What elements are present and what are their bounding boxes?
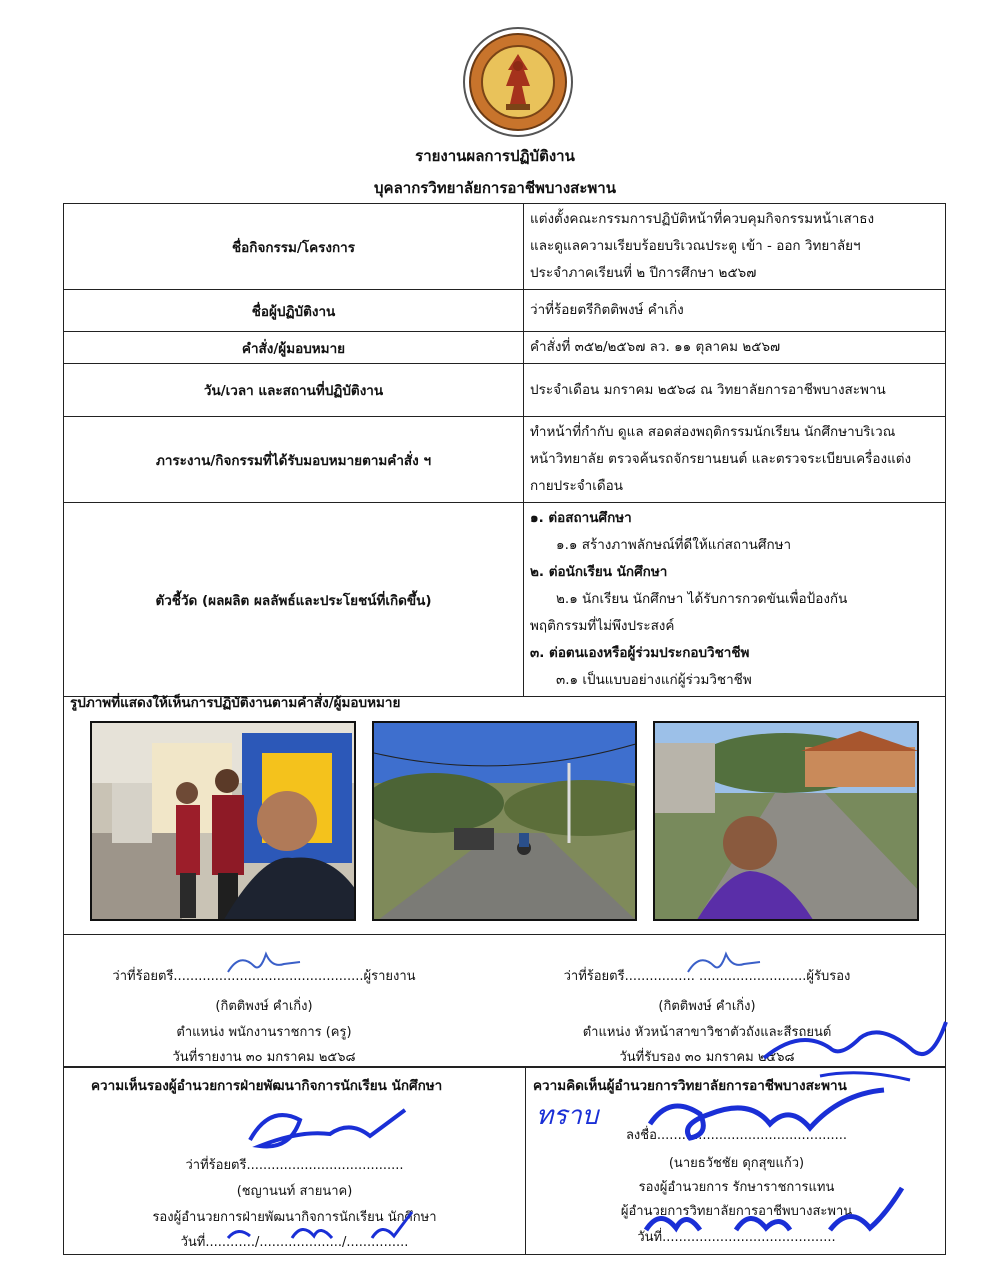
task-label: ภาระงาน/กิจกรรมที่ได้รับมอบหมายตามคำสั่ง ฯ [64, 417, 524, 503]
reporter-sign-line: ว่าที่ร้อยตรี..............................................ผู้รายงาน [112, 969, 416, 984]
indicator-list [524, 503, 946, 697]
datetime-value: ประจำเดือน มกราคม ๒๕๖๘ ณ วิทยาลัยการอาชีพบางสะพาน [524, 364, 946, 417]
college-seal-logo [462, 26, 574, 138]
indicator-heading: ๓. ต่อตนเองหรือผู้ร่วมประกอบวิชาชีพ [530, 645, 750, 661]
performer-value: ว่าที่ร้อยตรีกิตติพงษ์ คำเกิ่ง [524, 290, 946, 332]
indicator-item-continued: พฤติกรรมที่ไม่พึงประสงค์ [530, 618, 675, 634]
photo-road-motorcycle [372, 721, 637, 921]
photo-staff-at-gate [90, 721, 356, 921]
deputy-position: รองผู้อำนวยการฝ่ายพัฒนากิจการนักเรียน นักศึกษา [152, 1210, 437, 1225]
director-handwritten-signature [640, 1084, 890, 1146]
indicator-heading: ๒. ต่อนักเรียน นักศึกษา [530, 564, 668, 580]
activity-value: แต่งตั้งคณะกรรมการปฏิบัติหน้าที่ควบคุมกิจกรรมหน้าเสาธง และดูแลความเรียบร้อยบริเวณประตู เข้า - ออก วิทยาลัยฯ ประจำภาคเรียนที่ ๒ ปีการศึกษา ๒๕๖๗ [524, 204, 946, 290]
certifier-date: วันที่รับรอง ๓๐ มกราคม ๒๕๖๘ [619, 1050, 795, 1065]
director-position-1: รองผู้อำนวยการ รักษาราชการแทน [638, 1180, 835, 1195]
deputy-date-line: วันที่............/..................../............... [180, 1235, 409, 1250]
reporter-date: วันที่รายงาน ๓๐ มกราคม ๒๕๖๘ [172, 1050, 356, 1065]
certifier-name: (กิตติพงษ์ คำเกิ่ง) [658, 999, 756, 1014]
deputy-opinion-title: ความเห็นรองผู้อำนวยการฝ่ายพัฒนากิจการนักเรียน นักศึกษา [91, 1078, 443, 1094]
deputy-name: (ชญานนท์ สายนาค) [236, 1184, 353, 1199]
director-opinion-title: ความคิดเห็นผู้อำนวยการวิทยาลัยการอาชีพบางสะพาน [533, 1078, 847, 1094]
report-info-table [63, 203, 946, 697]
director-position-2: ผู้อำนวยการวิทยาลัยการอาชีพบางสะพาน [620, 1204, 853, 1219]
order-value: คำสั่งที่ ๓๕๒/๒๕๖๗ ลว. ๑๑ ตุลาคม ๒๕๖๗ [524, 332, 946, 364]
deputy-sign-line: ว่าที่ร้อยตรี...................................... [185, 1158, 404, 1173]
reporter-handwritten-signature [220, 942, 310, 982]
indicator-item: ๓.๑ เป็นแบบอย่างแก่ผู้ร่วมวิชาชีพ [556, 672, 752, 688]
director-date-line: วันที่.......................................... [637, 1230, 836, 1245]
indicator-item: ๒.๑ นักเรียน นักศึกษา ได้รับการกวดขันเพื่อป้องกัน [556, 591, 848, 607]
deputy-handwritten-date [222, 1208, 422, 1248]
activity-label: ชื่อกิจกรรม/โครงการ [64, 204, 524, 290]
photo-campus-road-selfie [653, 721, 919, 921]
certifier-sign-line: ว่าที่ร้อยตรี................. ..........................ผู้รับรอง [563, 969, 851, 984]
deputy-handwritten-signature [240, 1100, 410, 1160]
order-label: คำสั่ง/ผู้มอบหมาย [64, 332, 524, 364]
certifier-position: ตำแหน่ง หัวหน้าสาขาวิชาตัวถังและสีรถยนต์ [582, 1025, 832, 1040]
performer-label: ชื่อผู้ปฏิบัติงาน [64, 290, 524, 332]
certifier-approval-scribble [760, 1018, 950, 1084]
reporter-name: (กิตติพงษ์ คำเกิ่ง) [215, 999, 313, 1014]
reporter-position: ตำแหน่ง พนักงานราชการ (ครู) [176, 1025, 352, 1040]
director-sign-line: ลงชื่อ.............................................. [625, 1128, 848, 1143]
indicator-label: ตัวชี้วัด (ผลผลิต ผลลัพธ์และประโยชน์ที่เกิดขึ้น) [64, 503, 524, 697]
task-value: ทำหน้าที่กำกับ ดูแล สอดส่องพฤติกรรมนักเรียน นักศึกษาบริเวณ หน้าวิทยาลัย ตรวจค้นรถจักรยานยนต์ และตรวจระเบียบเครื่องแต่ง กายประจำเดือน [524, 417, 946, 503]
indicator-item: ๑.๑ สร้างภาพลักษณ์ที่ดีให้แก่สถานศึกษา [556, 537, 792, 553]
director-handwritten-date [640, 1184, 910, 1244]
svg-text:ทราบ: ทราบ [536, 1101, 599, 1131]
datetime-label: วัน/เวลา และสถานที่ปฏิบัติงาน [64, 364, 524, 417]
document-subtitle: บุคลากรวิทยาลัยการอาชีพบางสะพาน [374, 179, 616, 197]
document-title: รายงานผลการปฏิบัติงาน [415, 147, 575, 165]
photo-section [63, 687, 946, 935]
director-acknowledgement-note [536, 1096, 636, 1132]
photo-section-header: รูปภาพที่แสดงให้เห็นการปฏิบัติงานตามคำสั่ง/ผู้มอบหมาย [70, 695, 401, 711]
director-name: (นายธวัชชัย ดุกสุขแก้ว) [668, 1156, 805, 1171]
indicator-heading: ๑. ต่อสถานศึกษา [530, 510, 632, 526]
certifier-handwritten-signature [680, 942, 770, 982]
